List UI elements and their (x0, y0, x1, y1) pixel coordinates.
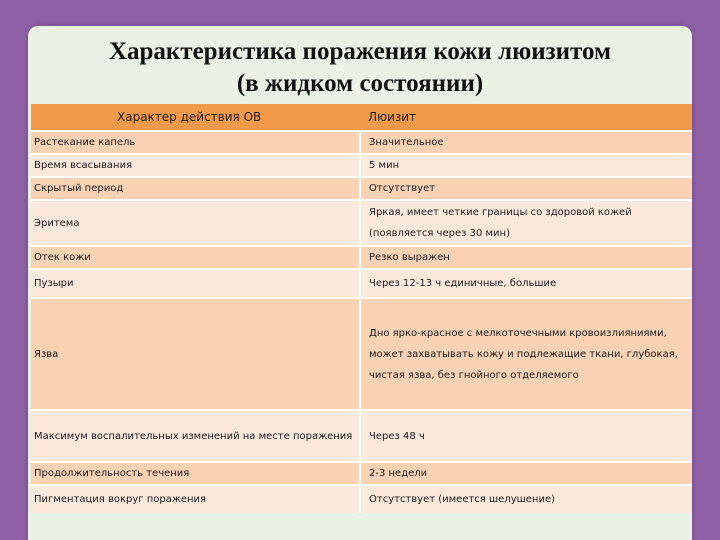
row-value: 5 мин (360, 154, 692, 177)
slide (28, 26, 692, 540)
table-row (31, 131, 692, 154)
row-value: Через 12-13 ч единичные, большие (360, 269, 692, 298)
table-row (31, 200, 692, 246)
row-label: Язва (31, 298, 360, 410)
table-row (31, 485, 692, 513)
table-row (31, 410, 692, 462)
table-row (31, 246, 692, 269)
title-line-1: Характеристика поражения кожи люизитом (108, 38, 612, 65)
row-label: Время всасывания (31, 154, 360, 177)
table-row (31, 154, 692, 177)
table-header-row (31, 104, 692, 131)
slide-title (28, 36, 692, 100)
row-value: Значительное (360, 131, 692, 154)
row-value: Резко выражен (360, 246, 692, 269)
row-value: Через 48 ч (360, 410, 692, 462)
row-label: Растекание капель (31, 131, 360, 154)
table-row (31, 462, 692, 485)
table-row (31, 298, 692, 410)
header-action: Характер действия ОВ (31, 104, 360, 131)
row-label: Эритема (31, 200, 360, 246)
table-row (31, 269, 692, 298)
row-value: Отсутствует (имеется шелушение) (360, 485, 692, 513)
header-lewisite: Люизит (360, 104, 692, 131)
row-label: Пигментация вокруг поражения (31, 485, 360, 513)
row-value: Дно ярко-красное с мелкоточечными кровоизлияниями, может захватывать кожу и подлежащие ткани, глубокая, чистая язва, без гнойного отделяемого (360, 298, 692, 410)
row-label: Максимум воспалительных изменений на месте поражения (31, 410, 360, 462)
comparison-table (31, 104, 692, 513)
row-label: Пузыри (31, 269, 360, 298)
row-value: 2-3 недели (360, 462, 692, 485)
row-value: Отсутствует (360, 177, 692, 200)
row-label: Скрытый период (31, 177, 360, 200)
title-line-2: (в жидком состоянии) (236, 70, 484, 97)
row-label: Продолжительность течения (31, 462, 360, 485)
row-value: Яркая, имеет четкие границы со здоровой кожей (появляется через 30 мин) (360, 200, 692, 246)
row-label: Отек кожи (31, 246, 360, 269)
table-row (31, 177, 692, 200)
